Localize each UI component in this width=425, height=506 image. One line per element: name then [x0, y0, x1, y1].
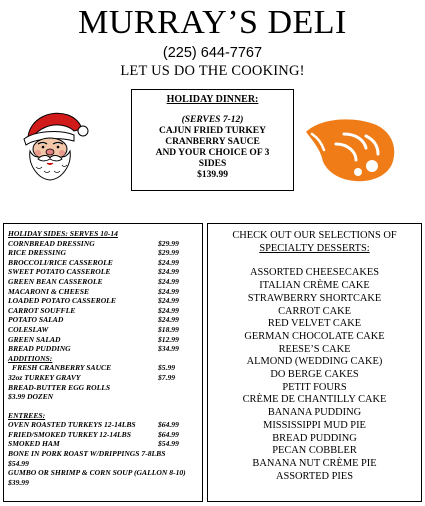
- holiday-dinner-price: $139.99: [197, 170, 228, 180]
- desserts-heading: SPECIALTY DESSERTS:: [259, 242, 370, 254]
- specialty-desserts-box: [207, 223, 422, 502]
- entrees-heading: ENTREES:: [8, 410, 46, 420]
- rolls-price: $3.99 DOZEN: [8, 392, 54, 402]
- item-name: FRESH CRANBERRY SAUCE: [12, 363, 112, 373]
- menu-item: [8, 420, 198, 430]
- dessert-item: MISSISSIPPI MUD PIE: [263, 419, 366, 431]
- dessert-item: ALMOND (WEDDING CAKE): [246, 356, 383, 368]
- menu-item: [8, 287, 198, 297]
- item-name: BROCCOLI/RICE CASSEROLE: [8, 257, 113, 267]
- item-name: 32oz TURKEY GRAVY: [8, 372, 81, 382]
- item-name: GREEN BEAN CASSEROLE: [8, 276, 103, 286]
- dessert-item: PECAN COBBLER: [272, 445, 357, 457]
- dessert-item: PETIT FOURS: [282, 381, 347, 393]
- pork-roast-price: $54.99: [8, 458, 29, 468]
- tagline: LET US DO THE COOKING!: [120, 63, 305, 79]
- holiday-dinner-box: [131, 89, 294, 191]
- additions-heading: ADDITIONS:: [8, 353, 53, 363]
- menu-item: [8, 439, 198, 449]
- item-name: CORNBREAD DRESSING: [8, 238, 95, 248]
- menu-item: [8, 363, 198, 373]
- item-name: SMOKED HAM: [8, 439, 60, 449]
- dessert-item: DO BERGE CAKES: [270, 369, 359, 381]
- dessert-item: ASSORTED CHEESECAKES: [250, 267, 379, 279]
- item-price: $34.99: [158, 344, 179, 354]
- item-name: BREAD PUDDING: [8, 344, 71, 354]
- desserts-intro: CHECK OUT OUR SELECTIONS OF: [232, 230, 397, 241]
- item-name: LOADED POTATO CASSEROLE: [8, 296, 116, 306]
- holiday-sides-heading: HOLIDAY SIDES: SERVES 10-14: [8, 229, 118, 238]
- dessert-item: ASSORTED PIES: [275, 470, 354, 482]
- phone-number: (225) 644-7767: [162, 45, 263, 61]
- holiday-dinner-line: SIDES: [198, 159, 227, 169]
- holiday-sides-box: [3, 223, 203, 502]
- item-name: CARROT SOUFFLE: [8, 305, 76, 315]
- item-price: $29.99: [158, 248, 179, 258]
- menu-item: [8, 267, 198, 277]
- item-price: $54.99: [158, 439, 179, 449]
- holiday-dinner-serves: (SERVES 7-12): [181, 115, 244, 125]
- item-name: FRIED/SMOKED TURKEY 12-14LBS: [8, 429, 131, 439]
- item-price: $24.99: [158, 296, 179, 306]
- item-price: $24.99: [158, 267, 179, 277]
- item-price: $12.99: [158, 334, 179, 344]
- pork-roast-line: BONE IN PORK ROAST W/DRIPPINGS 7-8LBS: [8, 449, 166, 459]
- menu-item: [8, 315, 198, 325]
- menu-item: [8, 306, 198, 316]
- item-price: $64.99: [158, 429, 179, 439]
- item-price: $24.99: [158, 286, 179, 296]
- dessert-item: GERMAN CHOCOLATE CAKE: [244, 330, 385, 342]
- dessert-item: CRÈME DE CHANTILLY CAKE: [242, 394, 387, 406]
- item-price: $24.99: [158, 305, 179, 315]
- gumbo-line: GUMBO OR SHRIMP & CORN SOUP (GALLON 8-10) $39.99: [8, 468, 186, 487]
- menu-item: [8, 296, 198, 306]
- item-name: POTATO SALAD: [8, 315, 64, 325]
- item-price: $24.99: [158, 315, 179, 325]
- dessert-item: STRAWBERRY SHORTCAKE: [247, 292, 382, 304]
- dessert-item: ITALIAN CRÈME CAKE: [259, 280, 370, 292]
- holiday-dinner-title: HOLIDAY DINNER:: [166, 94, 259, 105]
- item-price: $7.99: [158, 372, 176, 382]
- holiday-dinner-line: CRANBERRY SAUCE: [165, 137, 260, 147]
- rolls-line: BREAD-BUTTER EGG ROLLS: [8, 382, 111, 392]
- item-price: $29.99: [158, 238, 179, 248]
- santa-claus-icon: [10, 107, 92, 182]
- item-name: OVEN ROASTED TURKEYS 12-14LBS: [8, 420, 136, 430]
- item-price: $18.99: [158, 324, 179, 334]
- dessert-item: CARROT CAKE: [278, 305, 351, 317]
- menu-item: [8, 239, 198, 249]
- dessert-item: BREAD PUDDING: [272, 432, 357, 444]
- dessert-item: RED VELVET CAKE: [267, 318, 362, 330]
- holiday-dinner-line: AND YOUR CHOICE OF 3: [155, 148, 270, 158]
- menu-item: [8, 373, 198, 383]
- item-price: $24.99: [158, 276, 179, 286]
- item-price: $24.99: [158, 257, 179, 267]
- menu-item: [8, 430, 198, 440]
- menu-item: [8, 344, 198, 354]
- item-price: $5.99: [158, 363, 176, 373]
- item-name: MACARONI & CHEESE: [8, 286, 90, 296]
- menu-item: [8, 258, 198, 268]
- item-name: GREEN SALAD: [8, 334, 61, 344]
- holiday-dinner-line: CAJUN FRIED TURKEY: [159, 126, 266, 136]
- dessert-item: BANANA PUDDING: [267, 407, 362, 419]
- dessert-item: REESE’S CAKE: [278, 343, 351, 355]
- item-name: COLESLAW: [8, 324, 49, 334]
- item-price: $64.99: [158, 420, 179, 430]
- menu-item: [8, 335, 198, 345]
- page-title: MURRAY’S DELI: [78, 4, 347, 41]
- menu-item: [8, 248, 198, 258]
- menu-item: [8, 325, 198, 335]
- item-name: RICE DRESSING: [8, 248, 67, 258]
- item-name: SWEET POTATO CASSEROLE: [8, 267, 111, 277]
- dessert-item: BANANA NUT CRÈME PIE: [252, 457, 377, 469]
- menu-item: [8, 277, 198, 287]
- cornucopia-icon: [300, 114, 400, 186]
